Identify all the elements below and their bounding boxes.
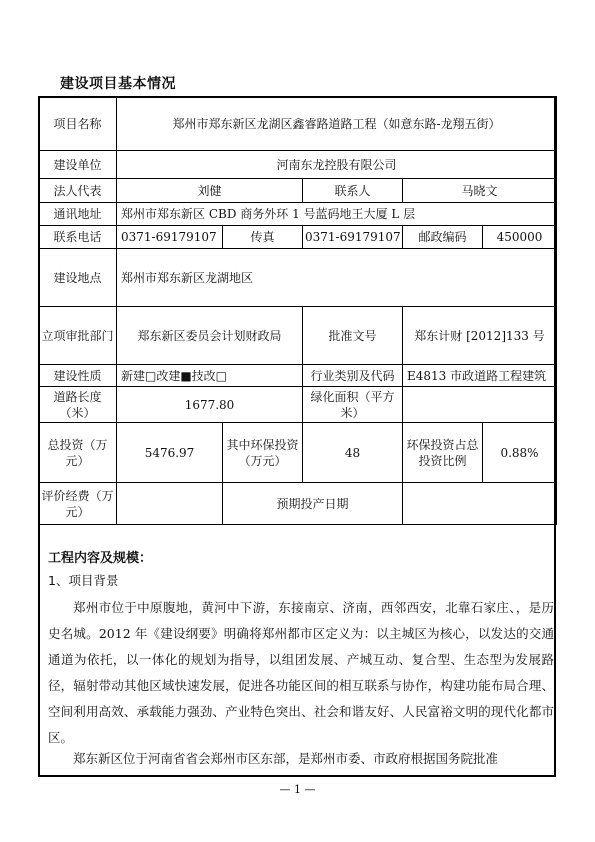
background-heading: 1、项目背景 bbox=[48, 573, 119, 588]
page-number: — 1 — bbox=[279, 783, 316, 796]
approval-no-label: 批准文号 bbox=[303, 307, 403, 365]
builder-label: 建设单位 bbox=[39, 151, 117, 179]
zhengdong-paragraph: 郑东新区位于河南省省会郑州市区东部，是郑州市委、市政府根据国务院批准 bbox=[73, 751, 499, 766]
total-invest-value: 5476.97 bbox=[117, 423, 223, 483]
legal-rep-value: 刘健 bbox=[117, 179, 303, 203]
section-title: 建设项目基本情况 bbox=[60, 76, 176, 92]
legal-rep-label: 法人代表 bbox=[39, 179, 117, 203]
env-ratio-label: 环保投资占总投资比例 bbox=[403, 423, 483, 483]
env-ratio-value: 0.88% bbox=[483, 423, 557, 483]
project-name-value: 郑州市郑东新区龙湖区鑫睿路道路工程（如意东路-龙翔五街） bbox=[117, 97, 557, 151]
postcode-value: 450000 bbox=[483, 226, 557, 249]
location-value: 郑州市郑东新区龙湖地区 bbox=[117, 249, 557, 307]
green-area-label: 绿化面积（平方米） bbox=[303, 387, 403, 423]
project-name-label: 项目名称 bbox=[39, 97, 117, 151]
env-invest-value: 48 bbox=[303, 423, 403, 483]
location-label: 建设地点 bbox=[39, 249, 117, 307]
env-invest-label: 其中环保投资（万元） bbox=[223, 423, 303, 483]
address-label: 通讯地址 bbox=[39, 203, 117, 226]
background-paragraph: 郑州市位于中原腹地，黄河中下游，东接南京、济南，西邻西安，北靠石家庄、，是历史名城。2012 年《建设纲要》明确将郑州都市区定义为：以主城区为核心，以发达的交通通道为依托，以一体化的规划为指导，以组团发展、产城互动、复合型、生态型为发展路径，辐射带动其他区域快速发展，促进各功能区间的相互联系与协作，构建功能布局合理、空间利用高效、承载能力强劲、产业特色突出、社会和谐友好、人民富裕文明的现代化都市区。 bbox=[48, 600, 554, 745]
approval-dept-value: 郑东新区委员会计划财政局 bbox=[117, 307, 303, 365]
phone-value: 0371-69179107 bbox=[117, 226, 223, 249]
nature-label: 建设性质 bbox=[39, 365, 117, 387]
postcode-label: 邮政编码 bbox=[403, 226, 483, 249]
road-length-value: 1677.80 bbox=[117, 387, 303, 423]
builder-value: 河南东龙控股有限公司 bbox=[117, 151, 557, 179]
contact-label: 联系人 bbox=[303, 179, 403, 203]
fax-label: 传真 bbox=[223, 226, 303, 249]
nature-value: 新建□改建■技改□ bbox=[117, 365, 303, 387]
approval-no-value: 郑东计财 [2012]133 号 bbox=[403, 307, 557, 365]
content-heading: 工程内容及规模： bbox=[48, 551, 153, 566]
contact-value: 马晓文 bbox=[403, 179, 557, 203]
industry-value: E4813 市政道路工程建筑 bbox=[403, 365, 557, 387]
road-length-label: 道路长度（米） bbox=[39, 387, 117, 423]
phone-label: 联系电话 bbox=[39, 226, 117, 249]
fax-value: 0371-69179107 bbox=[303, 226, 403, 249]
total-invest-label: 总投资（万元） bbox=[39, 423, 117, 483]
eval-fee-label: 评价经费（万元） bbox=[39, 483, 117, 525]
industry-label: 行业类别及代码 bbox=[303, 365, 403, 387]
address-value: 郑州市郑东新区 CBD 商务外环 1 号蓝码地王大厦 L 层 bbox=[117, 203, 557, 226]
approval-dept-label: 立项审批部门 bbox=[39, 307, 117, 365]
operation-date-label: 预期投产日期 bbox=[223, 483, 403, 525]
